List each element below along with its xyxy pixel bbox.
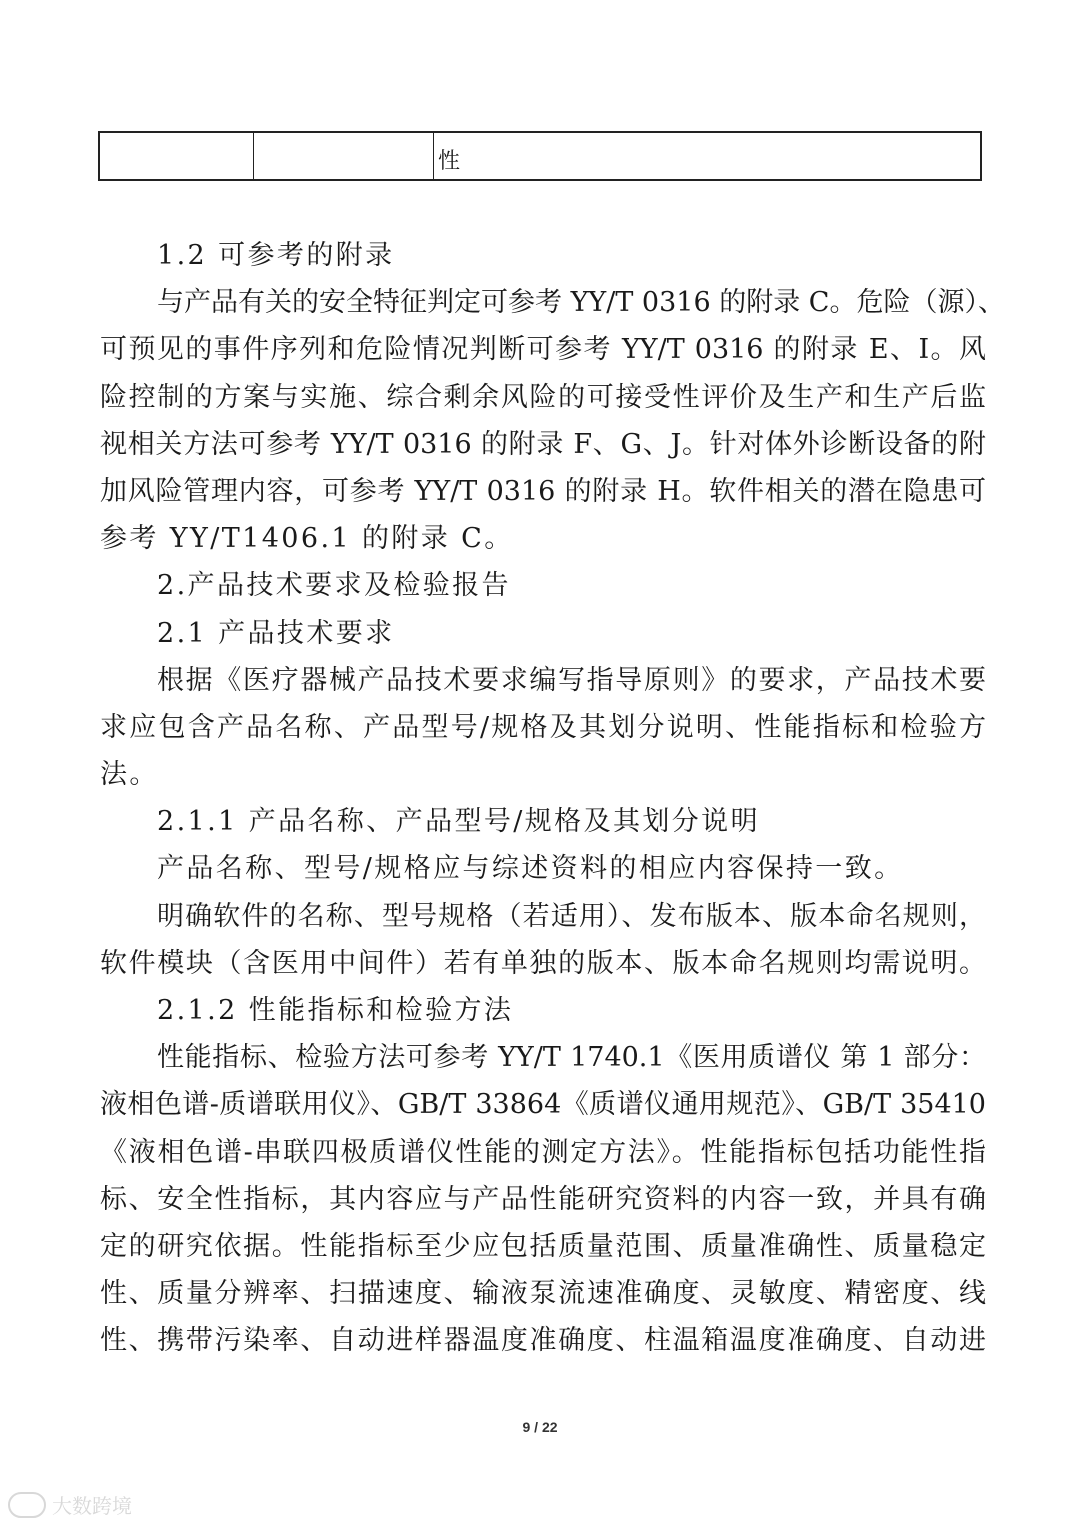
watermark-logo-icon (8, 1492, 46, 1518)
text-line: 定的研究依据。性能指标至少应包括质量范围、质量准确性、质量稳定 (100, 1230, 986, 1262)
text-line: 液相色谱-质谱联用仪》、GB/T 33864《质谱仪通用规范》、GB/T 35410 (100, 1089, 986, 1121)
text-line: 明确软件的名称、型号规格（若适用）、发布版本、版本命名规则， (157, 900, 986, 932)
text-line: 可预见的事件序列和危险情况判断可参考 YY/T 0316 的附录 E、I。风 (100, 334, 986, 366)
text-line: 法。 (100, 759, 159, 791)
document-body (100, 232, 1005, 1365)
text-line: 2.产品技术要求及检验报告 (157, 570, 511, 602)
watermark (8, 1490, 132, 1519)
text-line: 2.1.2 性能指标和检验方法 (157, 995, 514, 1026)
page-number: 9 / 22 (522, 1419, 558, 1435)
text-line: 产品名称、型号/规格应与综述资料的相应内容保持一致。 (157, 853, 904, 885)
text-line: 2.1 产品技术要求 (157, 617, 395, 649)
text-line: 《液相色谱-串联四极质谱仪性能的测定方法》。性能指标包括功能性指 (100, 1136, 986, 1168)
table-fragment (98, 131, 982, 181)
table-cell (100, 133, 254, 179)
text-line: 标、安全性指标，其内容应与产品性能研究资料的内容一致，并具有确 (100, 1183, 986, 1215)
table-cell (254, 133, 434, 179)
text-line: 性能指标、检验方法可参考 YY/T 1740.1《医用质谱仪 第 1 部分： (157, 1042, 986, 1074)
text-line: 险控制的方案与实施、综合剩余风险的可接受性评价及生产和生产后监 (100, 381, 986, 413)
text-line: 性、携带污染率、自动进样器温度准确度、柱温箱温度准确度、自动进 (100, 1325, 986, 1357)
text-line: 根据《医疗器械产品技术要求编写指导原则》的要求，产品技术要 (157, 664, 986, 696)
table-cell: 性 (438, 149, 461, 174)
text-line: 与产品有关的安全特征判定可参考 YY/T 0316 的附录 C。危险（源）、 (157, 287, 1005, 319)
text-line: 加风险管理内容，可参考 YY/T 0316 的附录 H。软件相关的潜在隐患可 (100, 475, 986, 507)
watermark-text: 大数跨境 (52, 1494, 132, 1518)
text-line: 求应包含产品名称、产品型号/规格及其划分说明、性能指标和检验方 (100, 711, 986, 743)
text-line: 性、质量分辨率、扫描速度、输液泵流速准确度、灵敏度、精密度、线 (100, 1278, 986, 1310)
text-line: 视相关方法可参考 YY/T 0316 的附录 F、G、J。针对体外诊断设备的附 (100, 428, 986, 460)
text-line: 2.1.1 产品名称、产品型号/规格及其划分说明 (157, 806, 760, 838)
text-line: 软件模块（含医用中间件）若有单独的版本、版本命名规则均需说明。 (100, 947, 986, 979)
text-line: 参考 YY/T1406.1 的附录 C。 (100, 523, 514, 555)
text-line: 1.2 可参考的附录 (157, 240, 395, 271)
